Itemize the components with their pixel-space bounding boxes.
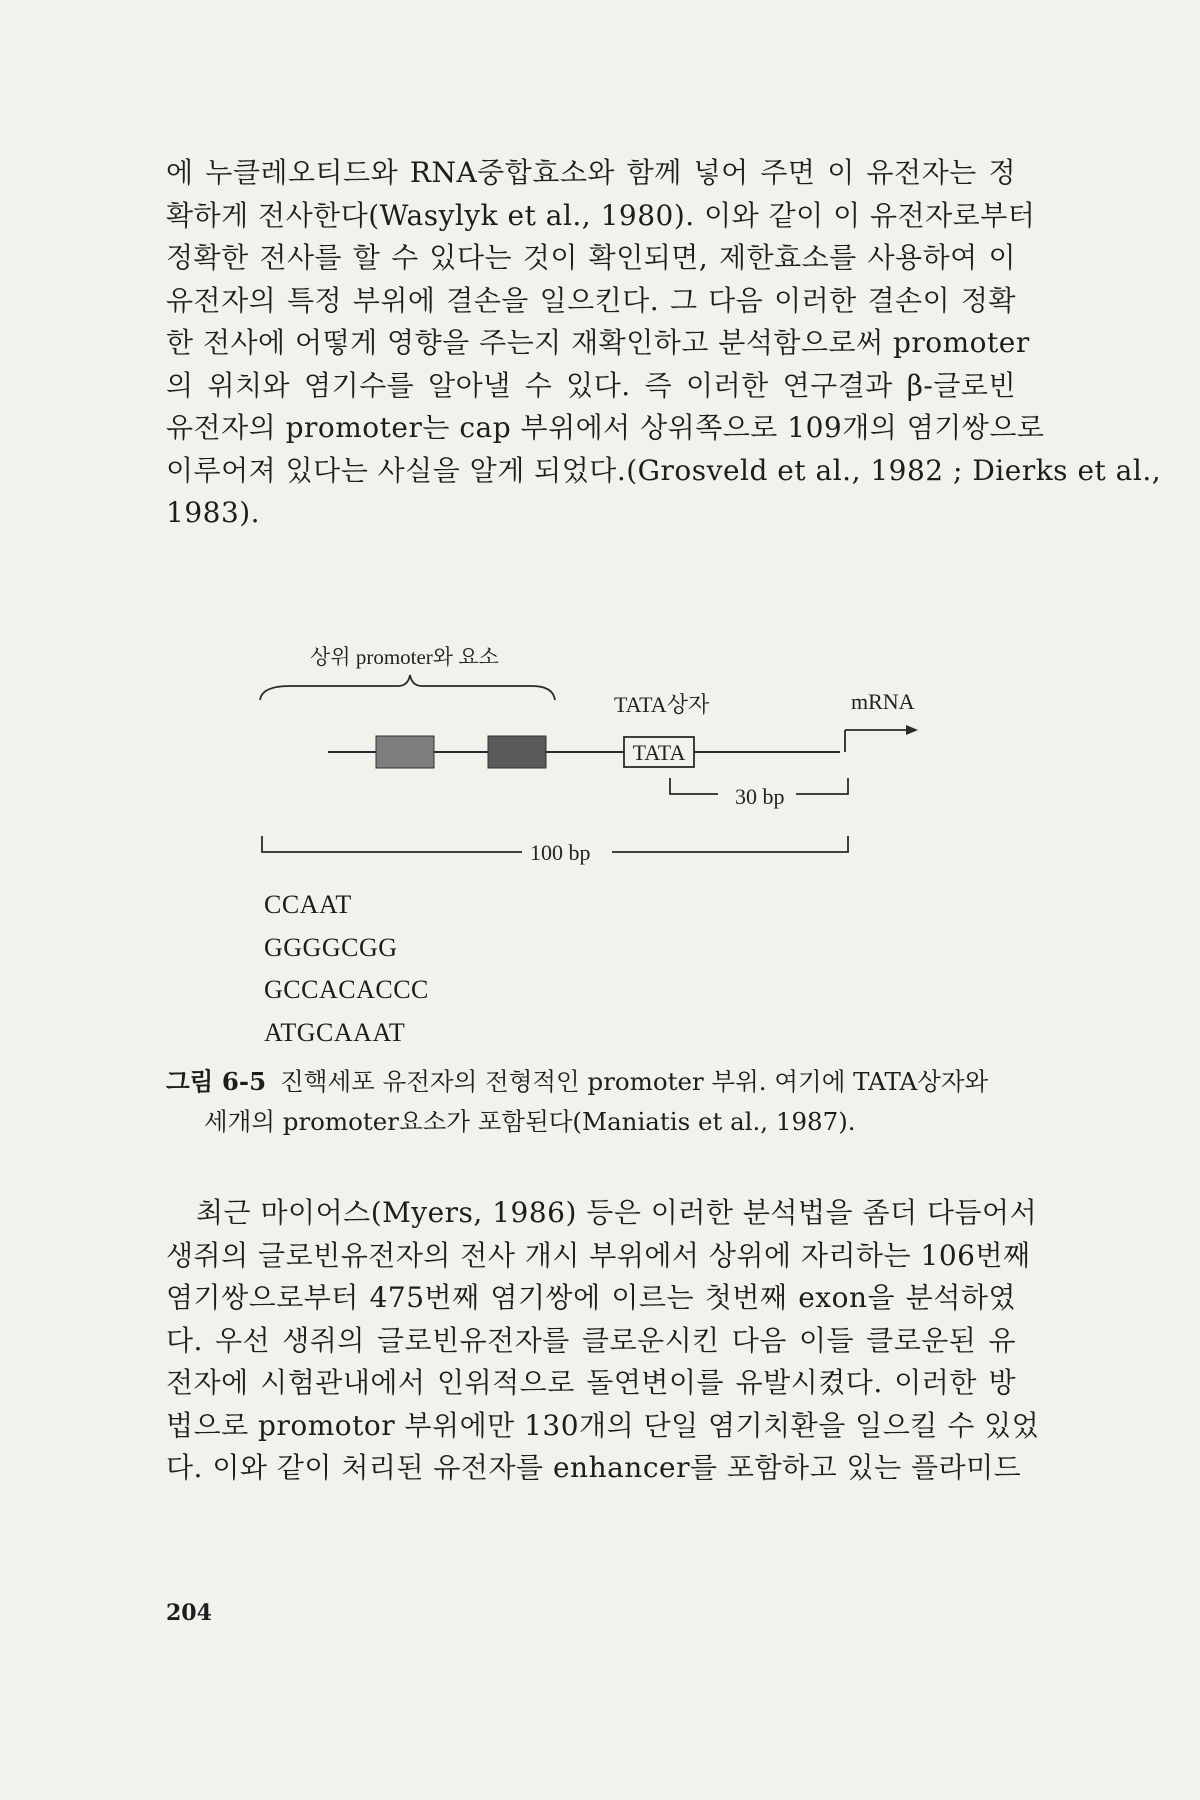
text-line: 1983). [166, 496, 261, 529]
text-line: 한 전사에 어떻게 영향을 주는지 재확인하고 분석함으로써 promoter [166, 326, 1030, 359]
short-distance-bracket [670, 778, 718, 794]
upstream-brace [260, 675, 555, 700]
sequence-item: GCCACACCC [264, 975, 429, 1004]
text-line: 이루어져 있다는 사실을 알게 되었다.(Grosveld et al., 1982 ; Dierks et al., [166, 453, 1162, 487]
text-line: 확하게 전사한다(Wasylyk et al., 1980). 이와 같이 이 유전자로부터 [166, 198, 1036, 232]
distance-100bp: 100 bp [530, 840, 591, 865]
caption-line: 세개의 promoter요소가 포함된다(Maniatis et al., 1987). [204, 1107, 856, 1136]
text-line: 다. 이와 같이 처리된 유전자를 enhancer를 포함하고 있는 플라미드 [166, 1451, 1022, 1484]
text-line: 법으로 promotor 부위에만 130개의 단일 염기치환을 일으킬 수 있었 [166, 1408, 1040, 1442]
sequence-item: CCAAT [264, 890, 352, 919]
long-distance-bracket [262, 836, 522, 852]
figure-caption [166, 1062, 1026, 1142]
text-line: 전자에 시험관내에서 인위적으로 돌연변이를 유발시켰다. 이러한 방 [166, 1366, 1016, 1399]
tata-box-text: TATA [632, 740, 686, 765]
tata-box-label: TATA상자 [614, 692, 710, 717]
text-line: 의 위치와 염기수를 알아낼 수 있다. 즉 이러한 연구결과 β-글로빈 [166, 368, 1016, 402]
short-distance-bracket [796, 778, 848, 794]
text-line: 유전자의 promoter는 cap 부위에서 상위쪽으로 109개의 염기쌍으로 [166, 411, 1045, 444]
promoter-diagram [0, 0, 1200, 880]
text-line: 유전자의 특정 부위에 결손을 일으킨다. 그 다음 이러한 결손이 정확 [166, 283, 1016, 317]
text-line: 에 누클레오티드와 RNA중합효소와 함께 넣어 주면 이 유전자는 정 [166, 156, 1016, 189]
long-distance-bracket [612, 836, 848, 852]
sequence-item: ATGCAAAT [264, 1017, 406, 1047]
upstream-elements-label: 상위 promoter와 요소 [310, 645, 499, 669]
page-number: 204 [166, 1600, 212, 1626]
paragraph-bottom [166, 1192, 1040, 1490]
mrna-label: mRNA [851, 689, 915, 714]
text-line: 최근 마이어스(Myers, 1986) 등은 이러한 분석법을 좀더 다듬어서 [196, 1196, 1038, 1229]
text-line: 다. 우선 생쥐의 글로빈유전자를 클로운시킨 다음 이들 클로운된 유 [166, 1323, 1016, 1357]
figure-number: 그림 6-5 [166, 1067, 267, 1096]
promoter-element-box [376, 736, 434, 768]
text-line: 정확한 전사를 할 수 있다는 것이 확인되면, 제한효소를 사용하여 이 [166, 241, 1016, 274]
caption-line [166, 1062, 1026, 1102]
promoter-sequence-list [264, 884, 429, 1054]
distance-30bp: 30 bp [735, 784, 785, 809]
caption-text: 진핵세포 유전자의 전형적인 promoter 부위. 여기에 TATA상자와 [280, 1067, 989, 1096]
sequence-item: GGGGCGG [264, 932, 398, 962]
promoter-element-box [488, 736, 546, 768]
text-line: 생쥐의 글로빈유전자의 전사 개시 부위에서 상위에 자리하는 106번째 [166, 1238, 1031, 1272]
text-line: 염기쌍으로부터 475번째 염기쌍에 이르는 첫번째 exon을 분석하였 [166, 1281, 1016, 1314]
arrow-head-icon [906, 725, 918, 735]
